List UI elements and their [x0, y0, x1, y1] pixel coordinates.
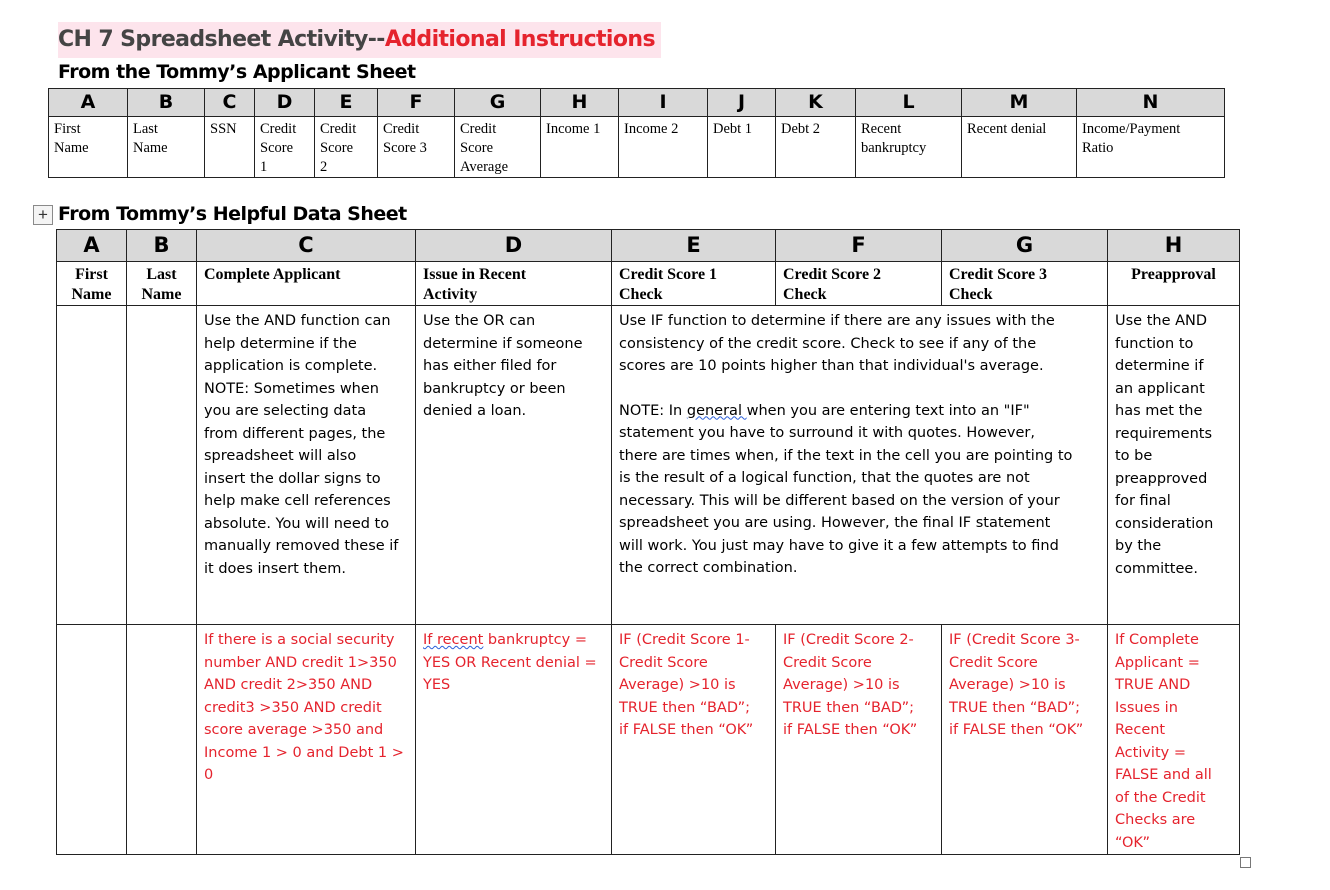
text-line: the correct combination.	[619, 560, 798, 576]
text-line: if FALSE then “OK”	[783, 722, 918, 738]
text-line: Recent	[1115, 722, 1166, 738]
text-line: “OK”	[1115, 834, 1150, 851]
text-line: has either filed for	[423, 358, 557, 374]
text-line: TRUE then “BAD”;	[619, 699, 751, 716]
text-line: denied a loan.	[423, 403, 527, 419]
column-header: Credit Score 3	[378, 117, 455, 178]
column-header: Debt 1	[708, 117, 776, 178]
text-line: Applicant =	[1115, 654, 1200, 671]
text-line: TRUE then “BAD”;	[783, 699, 915, 716]
text-line: from different pages, the	[204, 425, 386, 442]
column-letter-f: F	[378, 89, 455, 117]
column-letter-b: B	[128, 89, 205, 117]
text-line: for final	[1115, 493, 1171, 509]
text-line: YES	[423, 677, 451, 693]
text-line: manually removed these if	[204, 538, 399, 554]
text-line: Average) >10 is	[783, 677, 900, 693]
spellcheck-word: If recent	[423, 632, 484, 648]
cell-credit-check-instructions	[612, 306, 1108, 625]
text-line: IF (Credit Score 2-	[783, 632, 914, 648]
text-line: insert the dollar signs to	[204, 470, 381, 487]
text-line: absolute. You will need to	[204, 515, 390, 532]
text-line: if FALSE then “OK”	[619, 722, 754, 738]
text-line: necessary. This will be different based on the version of your	[619, 492, 1060, 509]
instructions-row	[57, 306, 1240, 625]
text-line: an applicant	[1115, 380, 1205, 397]
column-header: Preapproval	[1108, 262, 1240, 306]
cell-first-name	[57, 625, 127, 855]
text-line: Credit Score	[949, 654, 1038, 671]
cell-complete-formula	[197, 625, 416, 855]
text-line: Use IF function to determine if there are any issues with the	[619, 313, 1055, 329]
column-letter-i: I	[619, 89, 708, 117]
column-header: Income 2	[619, 117, 708, 178]
cell-credit1-formula	[612, 625, 776, 855]
column-header: Credit Score 2	[315, 117, 378, 178]
column-letter-m: M	[962, 89, 1077, 117]
column-letter-h: H	[1108, 230, 1240, 262]
column-letter-a: A	[57, 230, 127, 262]
column-letters-row	[49, 89, 1225, 117]
text-line: Use the AND function can	[204, 313, 391, 329]
text-line: Issues in	[1115, 699, 1178, 716]
text-line: requirements	[1115, 425, 1213, 442]
page-title	[58, 22, 661, 58]
column-letter-c: C	[197, 230, 416, 262]
text-line: 0	[204, 767, 214, 783]
title-additional: Additional	[384, 27, 507, 52]
formula-row	[57, 625, 1240, 855]
text-line: Checks are	[1115, 812, 1196, 828]
column-header: Credit Score 1	[255, 117, 315, 178]
text-line: bankruptcy or been	[423, 380, 566, 397]
cell-credit2-formula	[776, 625, 942, 855]
cell-first-name	[57, 306, 127, 625]
text-line: Income 1 > 0 and Debt 1 >	[204, 744, 404, 761]
column-header: Credit Score Average	[455, 117, 541, 178]
cell-preapproval-formula	[1108, 625, 1240, 855]
title-instructions: Instructions	[506, 27, 655, 52]
text-line: If there is a social security	[204, 632, 395, 648]
column-header: SSN	[205, 117, 255, 178]
table-resize-handle[interactable]	[1240, 857, 1251, 868]
column-header: Complete Applicant	[197, 262, 416, 306]
text-line: TRUE then “BAD”;	[949, 699, 1081, 716]
text-line: to be	[1115, 448, 1153, 464]
column-header: Credit Score 1 Check	[612, 262, 776, 306]
column-letter-g: G	[942, 230, 1108, 262]
column-letter-h: H	[541, 89, 619, 117]
column-header: Credit Score 3 Check	[942, 262, 1108, 306]
text-line: has met the	[1115, 403, 1203, 419]
cell-complete-instructions	[197, 306, 416, 625]
applicant-sheet-heading: From the Tommy’s Applicant Sheet	[58, 61, 416, 83]
column-letter-g: G	[455, 89, 541, 117]
text-line: credit3 >350 AND credit	[204, 699, 382, 716]
text-line: determine if	[1115, 358, 1204, 374]
text-line: IF (Credit Score 1-	[619, 632, 750, 648]
field-names-row	[49, 117, 1225, 178]
text-line: there are times when, if the text in the cell you are pointing to	[619, 447, 1073, 464]
text-line: will work. You just may have to give it a few attempts to find	[619, 537, 1059, 554]
column-letter-k: K	[776, 89, 856, 117]
text-line: if FALSE then “OK”	[949, 722, 1084, 738]
text-line: Average) >10 is	[619, 677, 736, 693]
column-letter-a: A	[49, 89, 128, 117]
column-letter-n: N	[1077, 89, 1225, 117]
applicant-sheet-table	[48, 88, 1225, 178]
credit-note-line: NOTE: In general when you are entering text into an "IF"	[619, 402, 1030, 419]
text-line: Credit Score	[783, 654, 872, 671]
text-line: number AND credit 1>350	[204, 654, 397, 671]
text-line: Use the AND	[1115, 313, 1208, 329]
column-header: Issue in Recent Activity	[416, 262, 612, 306]
column-header: Credit Score 2 Check	[776, 262, 942, 306]
text-line: help make cell references	[204, 493, 391, 509]
column-letter-b: B	[127, 230, 197, 262]
text-line: spreadsheet you are using. However, the final IF statement	[619, 515, 1051, 531]
text-line: consistency of the credit score. Check to see if any of the	[619, 335, 1037, 352]
text-line: TRUE AND	[1115, 677, 1191, 693]
text-line: preapproved	[1115, 470, 1208, 487]
text-line: Activity =	[1115, 744, 1186, 761]
text-line: statement you have to surround it with quotes. However,	[619, 425, 1035, 441]
text-line: determine if someone	[423, 335, 583, 352]
column-letter-l: L	[856, 89, 962, 117]
cell-preapproval-instructions	[1108, 306, 1240, 625]
text-line: consideration	[1115, 515, 1214, 532]
column-letter-f: F	[776, 230, 942, 262]
text-line: help determine if the	[204, 335, 357, 352]
cell-credit3-formula	[942, 625, 1108, 855]
text-line: of the Credit	[1115, 789, 1206, 806]
column-header: First Name	[57, 262, 127, 306]
cell-last-name	[127, 306, 197, 625]
text-line: Use the OR can	[423, 313, 536, 329]
cell-issue-instructions	[416, 306, 612, 625]
column-header: Last Name	[128, 117, 205, 178]
column-header: Recent bankruptcy	[856, 117, 962, 178]
text-line: Credit Score	[619, 654, 708, 671]
cell-issue-formula: If recent bankruptcy = YES OR Recent denial = YES	[416, 625, 612, 855]
column-header: Income 1	[541, 117, 619, 178]
text-line: Average) >10 is	[949, 677, 1066, 693]
text-line: it does insert them.	[204, 560, 346, 577]
text-line: is the result of a logical function, that the quotes are not	[619, 470, 1030, 486]
text-line: you are selecting data	[204, 403, 367, 419]
table-move-handle-icon[interactable]: +	[33, 205, 53, 225]
text-line: scores are 10 points higher than that individual's average.	[619, 358, 1044, 374]
column-letter-e: E	[315, 89, 378, 117]
text-line: YES OR Recent denial =	[423, 654, 597, 671]
text-line: NOTE: Sometimes when	[204, 380, 379, 397]
column-letter-e: E	[612, 230, 776, 262]
column-letters-row	[57, 230, 1240, 262]
text-line: AND credit 2>350 AND	[204, 677, 373, 693]
text-line: If Complete	[1115, 632, 1199, 648]
text-line: function to	[1115, 335, 1194, 352]
helpful-data-sheet-heading: From Tommy’s Helpful Data Sheet	[58, 203, 407, 225]
text-line: score average >350 and	[204, 722, 384, 738]
helpful-data-sheet-table	[56, 229, 1240, 855]
column-header: Recent denial	[962, 117, 1077, 178]
spellcheck-word: general	[686, 402, 747, 419]
column-header: First Name	[49, 117, 128, 178]
cell-last-name	[127, 625, 197, 855]
column-letter-j: J	[708, 89, 776, 117]
text-line: IF (Credit Score 3-	[949, 632, 1080, 648]
column-header: Income/Payment Ratio	[1077, 117, 1225, 178]
title-prefix: CH 7 Spreadsheet Activity--	[58, 27, 385, 52]
column-letter-d: D	[416, 230, 612, 262]
text-line: FALSE and all	[1115, 767, 1212, 783]
column-header: Last Name	[127, 262, 197, 306]
column-letter-c: C	[205, 89, 255, 117]
text-line: by the	[1115, 538, 1162, 554]
text-line: application is complete.	[204, 358, 378, 374]
column-letter-d: D	[255, 89, 315, 117]
column-header: Debt 2	[776, 117, 856, 178]
text-line: committee.	[1115, 560, 1198, 577]
text-line: spreadsheet will also	[204, 448, 357, 464]
column-headers-row	[57, 262, 1240, 306]
